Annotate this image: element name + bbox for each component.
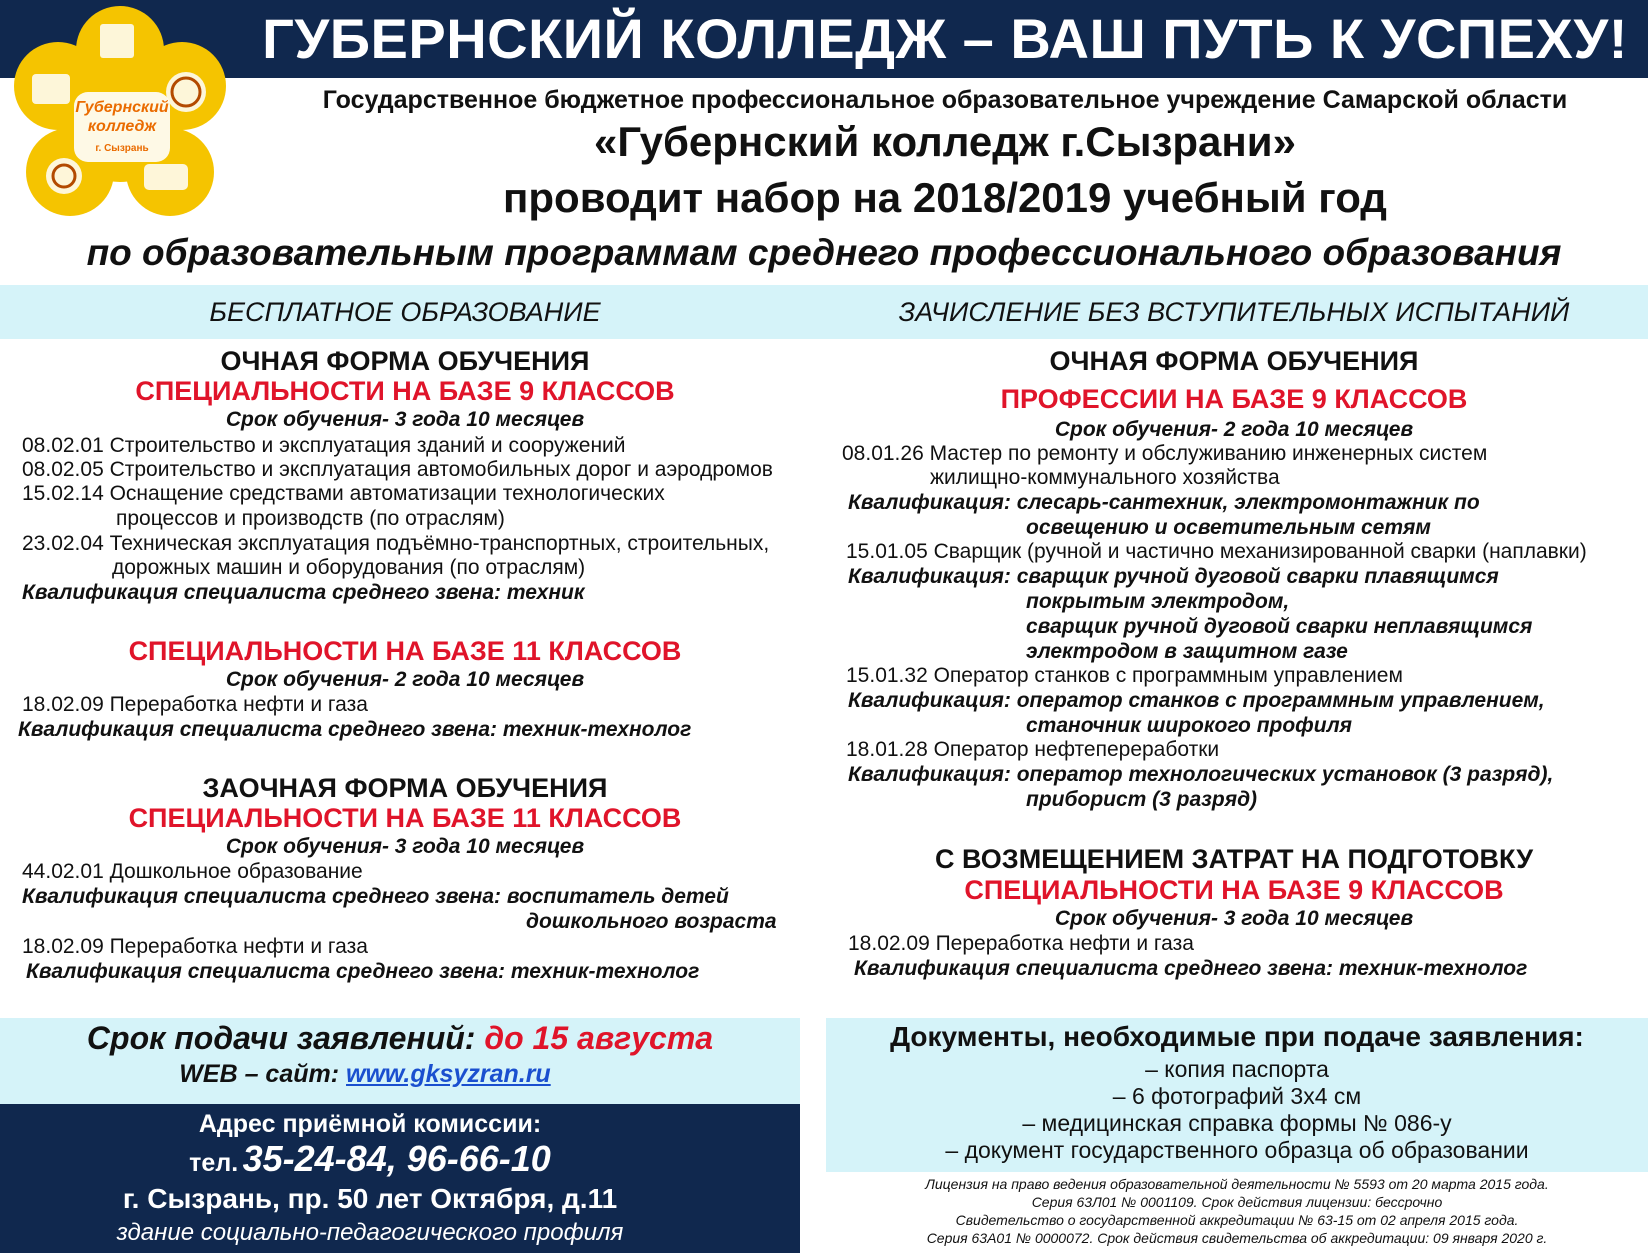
paid-duration: Срок обучения- 3 года 10 месяцев (1054, 907, 1414, 930)
license-text: Серия 63А01 № 0000072. Срок действия свидетельства об аккредитации: 09 января 2020 г. (926, 1230, 1548, 1246)
left-part-time-title: ЗАОЧНАЯ ФОРМА ОБУЧЕНИЯ (202, 773, 608, 803)
paid-title: С ВОЗМЕЩЕНИЕМ ЗАТРАТ НА ПОДГОТОВКУ (934, 844, 1534, 874)
qualification-text: Квалификация специалиста среднего звена: техник-технолог (18, 718, 692, 741)
web-label: WEB – сайт: (179, 1060, 340, 1088)
deadline-label: Срок подачи заявлений: (86, 1020, 476, 1056)
license-text: Серия 63Л01 № 0001109. Срок действия лицензии: бессрочно (1031, 1194, 1443, 1210)
profession-item: 15.01.32 Оператор станков с программным управлением (846, 664, 1403, 687)
qualification-text-cont: дошкольного возраста (526, 910, 777, 933)
document-item: – медицинская справка формы № 086-у (1022, 1110, 1452, 1136)
left-base9-title: СПЕЦИАЛЬНОСТИ НА БАЗЕ 9 КЛАССОВ (135, 376, 675, 406)
deadline-line (0, 1020, 800, 1057)
college-logo (4, 4, 236, 232)
logo-text-2: колледж (87, 118, 157, 135)
qualification-text-cont: покрытым электродом, (1026, 590, 1290, 613)
qualification-text: Квалификация: оператор технологических установок (3 разряд), (848, 763, 1554, 786)
college-name: «Губернский колледж г.Сызрани» (594, 118, 1296, 165)
left-base11-title: СПЕЦИАЛЬНОСТИ НА БАЗЕ 11 КЛАССОВ (128, 636, 682, 666)
organization-name: Государственное бюджетное профессиональное образовательное учреждение Самарской области (322, 86, 1568, 114)
document-item: – 6 фотографий 3х4 см (1112, 1083, 1362, 1109)
specialty-item-cont: процессов и производств (по отраслям) (116, 507, 505, 530)
phone-numbers: 35-24-84, 96-66-10 (242, 1138, 551, 1179)
qualification-text: Квалификация: сварщик ручной дуговой сварки плавящимся (848, 565, 1499, 588)
right-full-time-title: ОЧНАЯ ФОРМА ОБУЧЕНИЯ (1049, 346, 1419, 376)
paid-subtitle: СПЕЦИАЛЬНОСТИ НА БАЗЕ 9 КЛАССОВ (964, 875, 1504, 905)
left-base11-duration: Срок обучения- 2 года 10 месяцев (225, 668, 585, 691)
license-text: Свидетельство о государственной аккредитации № 63-15 от 02 апреля 2015 года. (955, 1212, 1519, 1228)
phone-line (0, 1138, 740, 1180)
deadline-value: до 15 августа (484, 1020, 714, 1056)
profession-item: 08.01.26 Мастер по ремонту и обслуживанию инженерных систем (842, 442, 1488, 465)
qualification-text: Квалификация специалиста среднего звена: воспитатель детей (22, 885, 729, 908)
free-education-heading: БЕСПЛАТНОЕ ОБРАЗОВАНИЕ (209, 297, 601, 327)
right-duration: Срок обучения- 2 года 10 месяцев (1054, 418, 1414, 441)
left-full-time-title: ОЧНАЯ ФОРМА ОБУЧЕНИЯ (220, 346, 590, 376)
profession-item-cont: жилищно-коммунального хозяйства (930, 466, 1280, 489)
logo-text-3: г. Сызрань (95, 143, 149, 154)
qualification-text: Квалификация специалиста среднего звена: техник (22, 581, 585, 604)
qualification-text: Квалификация: слесарь-сантехник, электромонтажник по (848, 491, 1480, 514)
address-text: г. Сызрань, пр. 50 лет Октября, д.11 (122, 1183, 618, 1214)
slogan-title: ГУБЕРНСКИЙ КОЛЛЕДЖ – ВАШ ПУТЬ К УСПЕХУ! (262, 7, 1628, 70)
specialty-item: 23.02.04 Техническая эксплуатация подъёмно-транспортных, строительных, (22, 532, 770, 555)
qualification-text-cont: приборист (3 разряд) (1026, 788, 1258, 811)
web-line (0, 1060, 730, 1089)
specialty-item: 08.02.05 Строительство и эксплуатация автомобильных дорог и аэродромов (22, 458, 773, 481)
qualification-text-cont: сварщик ручной дуговой сварки неплавящимся (1026, 615, 1533, 638)
qualification-text-cont: освещению и осветительным сетям (1026, 516, 1431, 539)
specialty-item: 44.02.01 Дошкольное образование (22, 860, 363, 883)
phone-label: тел. (189, 1149, 239, 1177)
qualification-text-cont: станочник широкого профиля (1026, 714, 1353, 737)
documents-title: Документы, необходимые при подаче заявления: (890, 1021, 1584, 1052)
specialty-item: 15.02.14 Оснащение средствами автоматизации технологических (22, 482, 665, 505)
qualification-text: Квалификация специалиста среднего звена: техник-технолог (854, 957, 1528, 980)
document-item: – копия паспорта (1145, 1056, 1329, 1082)
left-part-time-subtitle: СПЕЦИАЛЬНОСТИ НА БАЗЕ 11 КЛАССОВ (128, 803, 682, 833)
admission-year: проводит набор на 2018/2019 учебный год (503, 174, 1387, 221)
license-text: Лицензия на право ведения образовательной деятельности № 5593 от 20 марта 2015 года. (925, 1176, 1549, 1192)
right-professions-title: ПРОФЕССИИ НА БАЗЕ 9 КЛАССОВ (1000, 384, 1468, 414)
no-exams-heading: ЗАЧИСЛЕНИЕ БЕЗ ВСТУПИТЕЛЬНЫХ ИСПЫТАНИЙ (898, 297, 1570, 327)
left-base9-duration: Срок обучения- 3 года 10 месяцев (225, 408, 585, 431)
qualification-text: Квалификация специалиста среднего звена: техник-технолог (26, 960, 700, 983)
profession-item: 18.01.28 Оператор нефтепереработки (846, 738, 1220, 761)
specialty-item: 18.02.09 Переработка нефти и газа (848, 932, 1194, 955)
specialty-item-cont: дорожных машин и оборудования (по отраслям) (112, 556, 586, 579)
left-part-time-duration: Срок обучения- 3 года 10 месяцев (225, 835, 585, 858)
specialty-item: 18.02.09 Переработка нефти и газа (22, 935, 368, 958)
qualification-text-cont: электродом в защитном газе (1026, 640, 1348, 663)
specialty-item: 08.02.01 Строительство и эксплуатация зданий и сооружений (22, 434, 626, 457)
programs-subtitle: по образовательным программам среднего профессионального образования (86, 232, 1562, 273)
website-link[interactable]: www.gksyzran.ru (346, 1060, 551, 1088)
address-title: Адрес приёмной комиссии: (198, 1110, 542, 1138)
specialty-item: 18.02.09 Переработка нефти и газа (22, 693, 368, 716)
profession-item: 15.01.05 Сварщик (ручной и частично механизированной сварки (наплавки) (846, 540, 1587, 563)
building-text: здание социально-педагогического профиля (116, 1219, 624, 1246)
qualification-text: Квалификация: оператор станков с программным управлением, (848, 689, 1545, 712)
logo-text-1: Губернский (75, 99, 169, 116)
document-item: – документ государственного образца об образовании (945, 1137, 1529, 1163)
